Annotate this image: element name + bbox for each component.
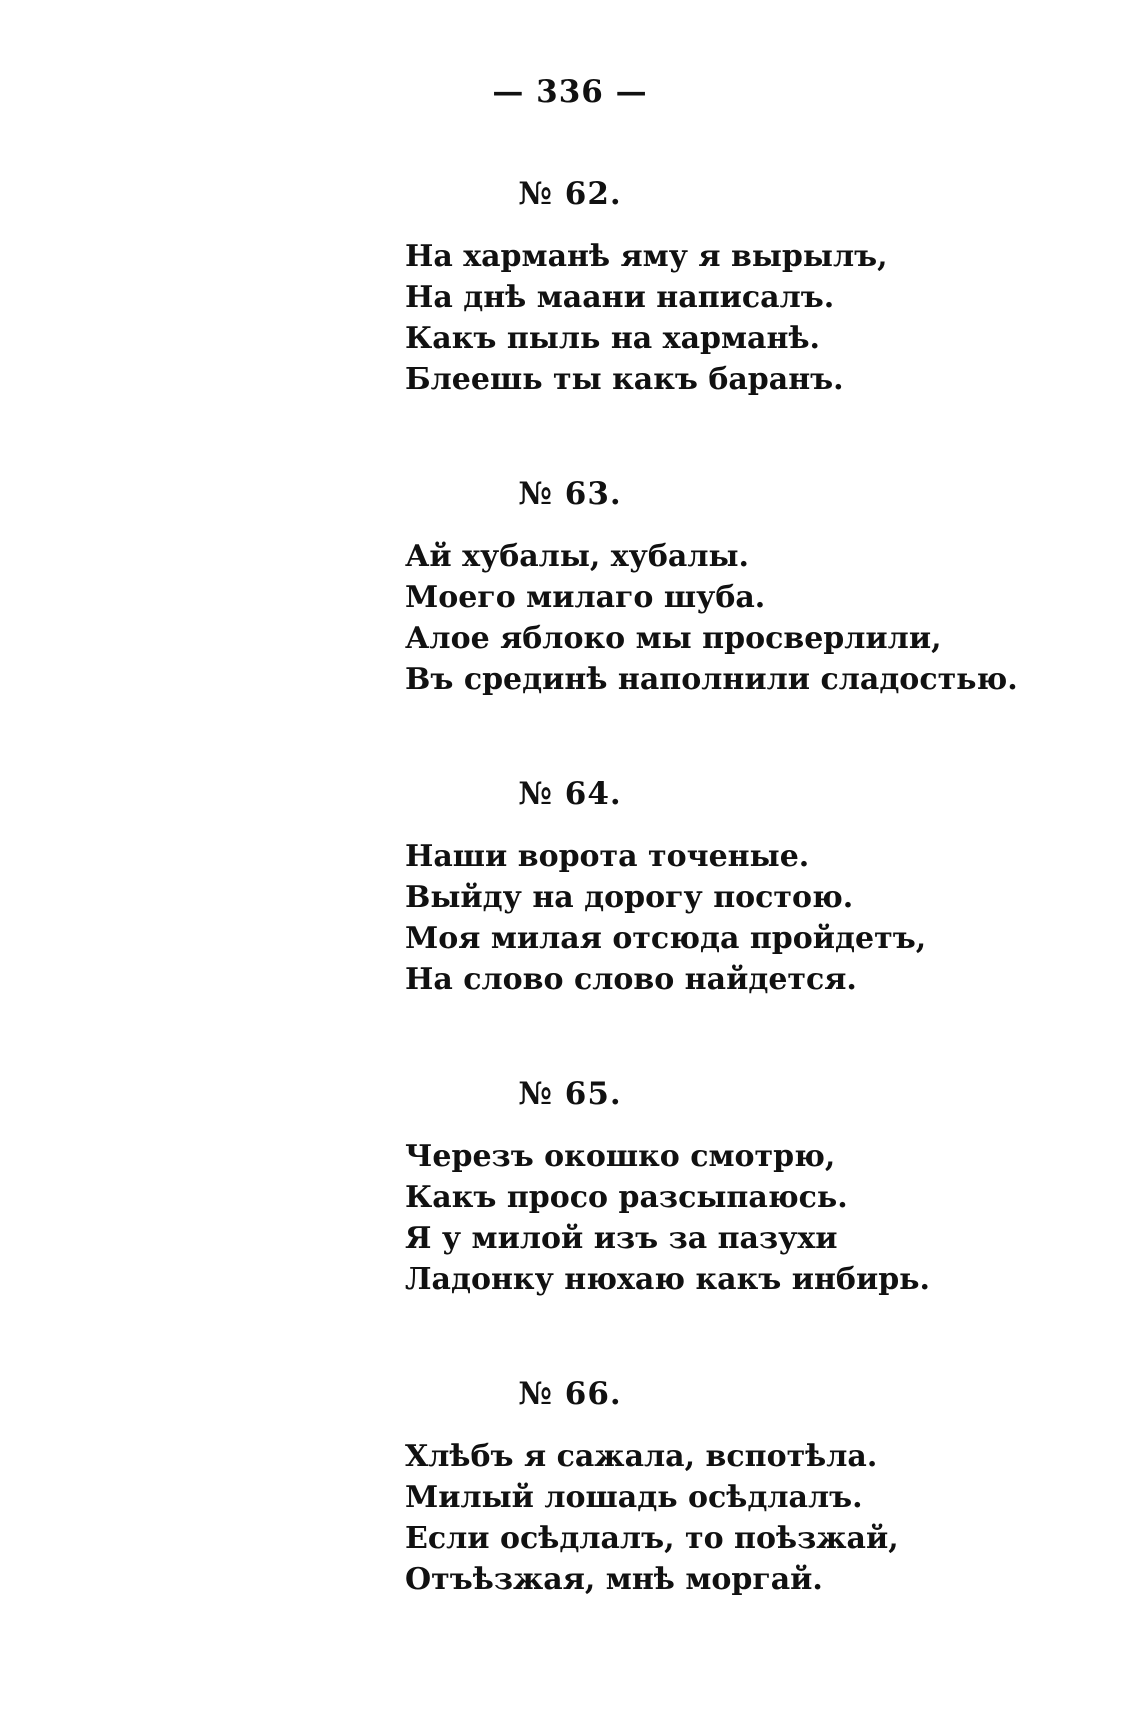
poem-line: Наши ворота точеные. <box>405 839 810 874</box>
poem-line: Черезъ окошко смотрю, <box>405 1139 836 1174</box>
poem-line: Ай хубалы, хубалы. <box>405 539 749 574</box>
poem-line: На харманѣ яму я вырылъ, <box>405 239 888 274</box>
poem-line: Какъ просо разсыпаюсь. <box>405 1180 848 1215</box>
poem-heading-62: № 62. <box>518 176 622 212</box>
page-number: — 336 — <box>492 74 648 110</box>
poem-line: Хлѣбъ я сажала, вспотѣла. <box>405 1439 878 1474</box>
poem-66 <box>405 1436 1105 1600</box>
poem-heading-65: № 65. <box>518 1076 622 1112</box>
poem-64 <box>405 836 1105 1000</box>
poem-line: На слово слово найдется. <box>405 962 857 997</box>
poem-line: Ладонку нюхаю какъ инбирь. <box>405 1262 930 1297</box>
poem-line: Блеешь ты какъ баранъ. <box>405 362 844 397</box>
poem-line: Если осѣдлалъ, то поѣзжай, <box>405 1521 899 1556</box>
poem-line: Въ срединѣ наполнили сладостью. <box>405 662 1018 697</box>
poem-heading-64: № 64. <box>518 776 622 812</box>
poem-63 <box>405 536 1105 700</box>
poem-heading-66: № 66. <box>518 1376 622 1412</box>
poem-line: Моя милая отсюда пройдетъ, <box>405 921 927 956</box>
poem-line: Какъ пыль на харманѣ. <box>405 321 820 356</box>
poem-62 <box>405 236 1105 400</box>
poem-line: Алое яблоко мы просверлили, <box>405 621 942 656</box>
poem-65 <box>405 1136 1105 1300</box>
poem-line: Моего милаго шуба. <box>405 580 766 615</box>
poem-line: Выйду на дорогу постою. <box>405 880 854 915</box>
poem-line: Милый лошадь осѣдлалъ. <box>405 1480 863 1515</box>
poem-heading-63: № 63. <box>518 476 622 512</box>
poem-line: На днѣ маани написалъ. <box>405 280 835 315</box>
poem-line: Я у милой изъ за пазухи <box>405 1221 838 1256</box>
poem-line: Отъѣзжая, мнѣ моргай. <box>405 1562 823 1597</box>
